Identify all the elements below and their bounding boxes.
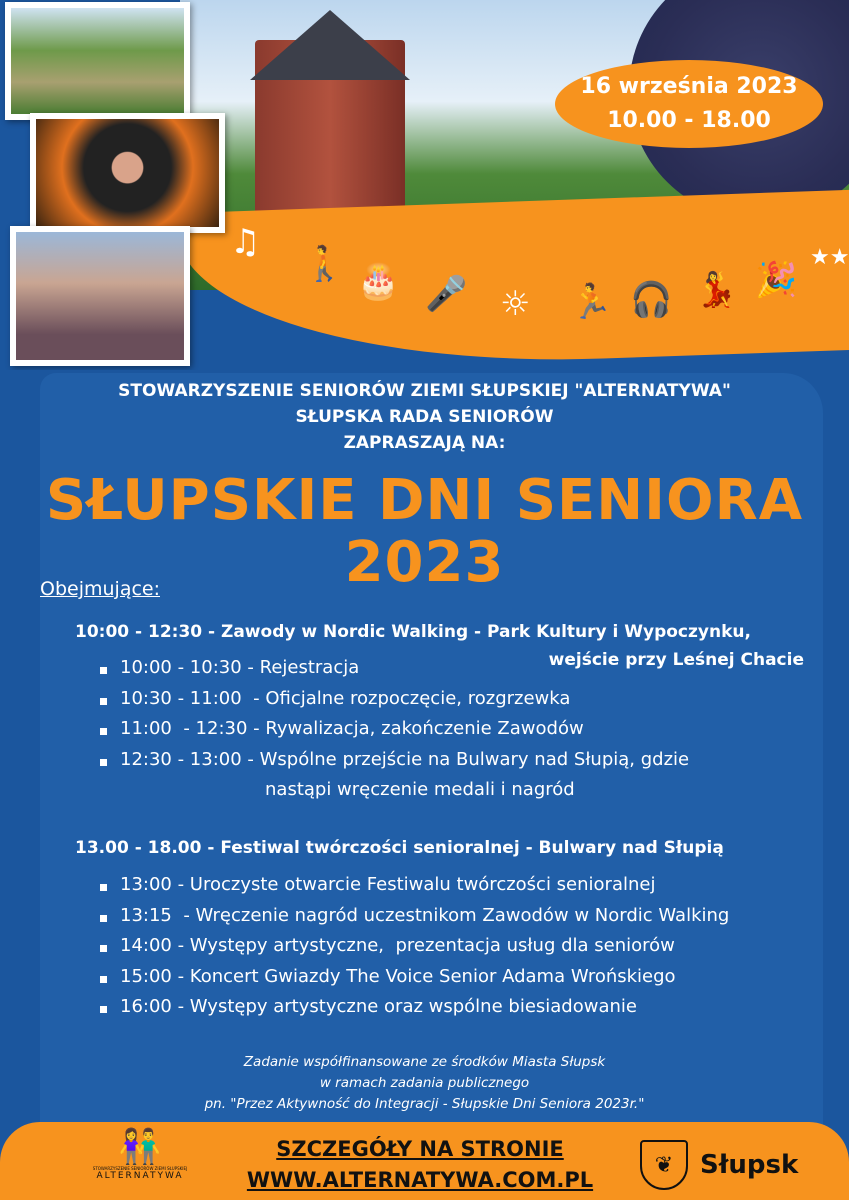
event-date: 16 września 2023 xyxy=(580,74,798,99)
invite-text: ZAPRASZAJĄ NA: xyxy=(343,433,506,453)
website-info xyxy=(220,1134,620,1196)
funding-note xyxy=(0,1052,849,1115)
walker-icon: 🚶 xyxy=(303,244,346,284)
music-icon: ♫ xyxy=(230,222,261,262)
website-link[interactable]: WWW.ALTERNATYWA.COM.PL xyxy=(246,1168,594,1192)
funding-line: Zadanie współfinansowane ze środków Miasta Słupsk xyxy=(243,1054,606,1070)
event-title xyxy=(0,470,849,594)
list-item-continued: nastąpi wręczenie medali i nagród xyxy=(265,779,575,800)
photo-seniors-group xyxy=(10,226,190,366)
stars-icon: ★★ xyxy=(810,245,849,270)
event-hours: 10.00 - 18.00 xyxy=(607,108,771,133)
runner-icon: 🏃 xyxy=(570,282,613,322)
section2-list xyxy=(100,874,729,1027)
list-item: 15:00 - Koncert Gwiazdy The Voice Senior Adama Wrońskiego xyxy=(100,966,729,997)
organizer-1: STOWARZYSZENIE SENIORÓW ZIEMI SŁUPSKIEJ "ALTERNATYWA" xyxy=(118,381,731,401)
section2-heading: 13.00 - 18.00 - Festiwal twórczości senioralnej - Bulwary nad Słupią xyxy=(75,838,724,858)
section1-heading-2: wejście przy Leśnej Chacie xyxy=(548,650,804,670)
photo-nordic-walking xyxy=(5,2,190,120)
list-item: 13:00 - Uroczyste otwarcie Festiwalu twórczości senioralnej xyxy=(100,874,729,905)
headphones-icon: 🎧 xyxy=(630,280,673,320)
list-item: 10:00 - 10:30 - Rejestracja xyxy=(100,657,689,688)
party-popper-icon: 🎉 xyxy=(755,260,798,300)
city-crest-icon: ❦ xyxy=(640,1140,688,1190)
seniors-couple-icon: 👫 xyxy=(118,1127,162,1167)
section1-list xyxy=(100,657,689,810)
organizer-2: SŁUPSKA RADA SENIORÓW xyxy=(295,407,554,427)
funding-line: pn. "Przez Aktywność do Integracji - Słupskie Dni Seniora 2023r." xyxy=(204,1096,645,1112)
logo-subtitle: STOWARZYSZENIE SENIORÓW ZIEMI SŁUPSKIEJ xyxy=(92,1166,188,1171)
hero-collage xyxy=(0,0,849,370)
list-item: 11:00 - 12:30 - Rywalizacja, zakończenie Zawodów xyxy=(100,718,689,749)
list-item: 13:15 - Wręczenie nagród uczestnikom Zawodów w Nordic Walking xyxy=(100,905,729,936)
dancers-icon: 💃 xyxy=(695,270,738,310)
city-name: Słupsk xyxy=(700,1150,799,1180)
includes-label: Obejmujące: xyxy=(40,578,160,600)
slupsk-logo xyxy=(640,1140,798,1190)
sun-icon: ☼ xyxy=(500,284,531,324)
details-label: SZCZEGÓŁY NA STRONIE xyxy=(276,1137,564,1161)
logo-name: ALTERNATYWA xyxy=(96,1171,184,1181)
activity-icons xyxy=(225,222,849,335)
cake-icon: 🎂 xyxy=(357,262,400,302)
list-item: 10:30 - 11:00 - Oficjalne rozpoczęcie, rozgrzewka xyxy=(100,688,689,719)
title-year: 2023 xyxy=(344,530,505,595)
title-line-1: SŁUPSKIE DNI SENIORA xyxy=(45,468,804,533)
organizers xyxy=(0,378,849,456)
list-item: 12:30 - 13:00 - Wspólne przejście na Bulwary nad Słupią, gdzie xyxy=(100,749,689,780)
tower-roof xyxy=(250,10,410,80)
microphone-icon: 🎤 xyxy=(425,274,468,314)
date-badge xyxy=(555,60,823,148)
photo-singer xyxy=(30,113,225,233)
list-item: 14:00 - Występy artystyczne, prezentacja usług dla seniorów xyxy=(100,935,729,966)
alternatywa-logo xyxy=(80,1128,200,1181)
section1-heading: 10:00 - 12:30 - Zawody w Nordic Walking - Park Kultury i Wypoczynku, xyxy=(75,622,751,642)
funding-line: w ramach zadania publicznego xyxy=(319,1075,530,1091)
list-item: 16:00 - Występy artystyczne oraz wspólne biesiadowanie xyxy=(100,996,729,1027)
